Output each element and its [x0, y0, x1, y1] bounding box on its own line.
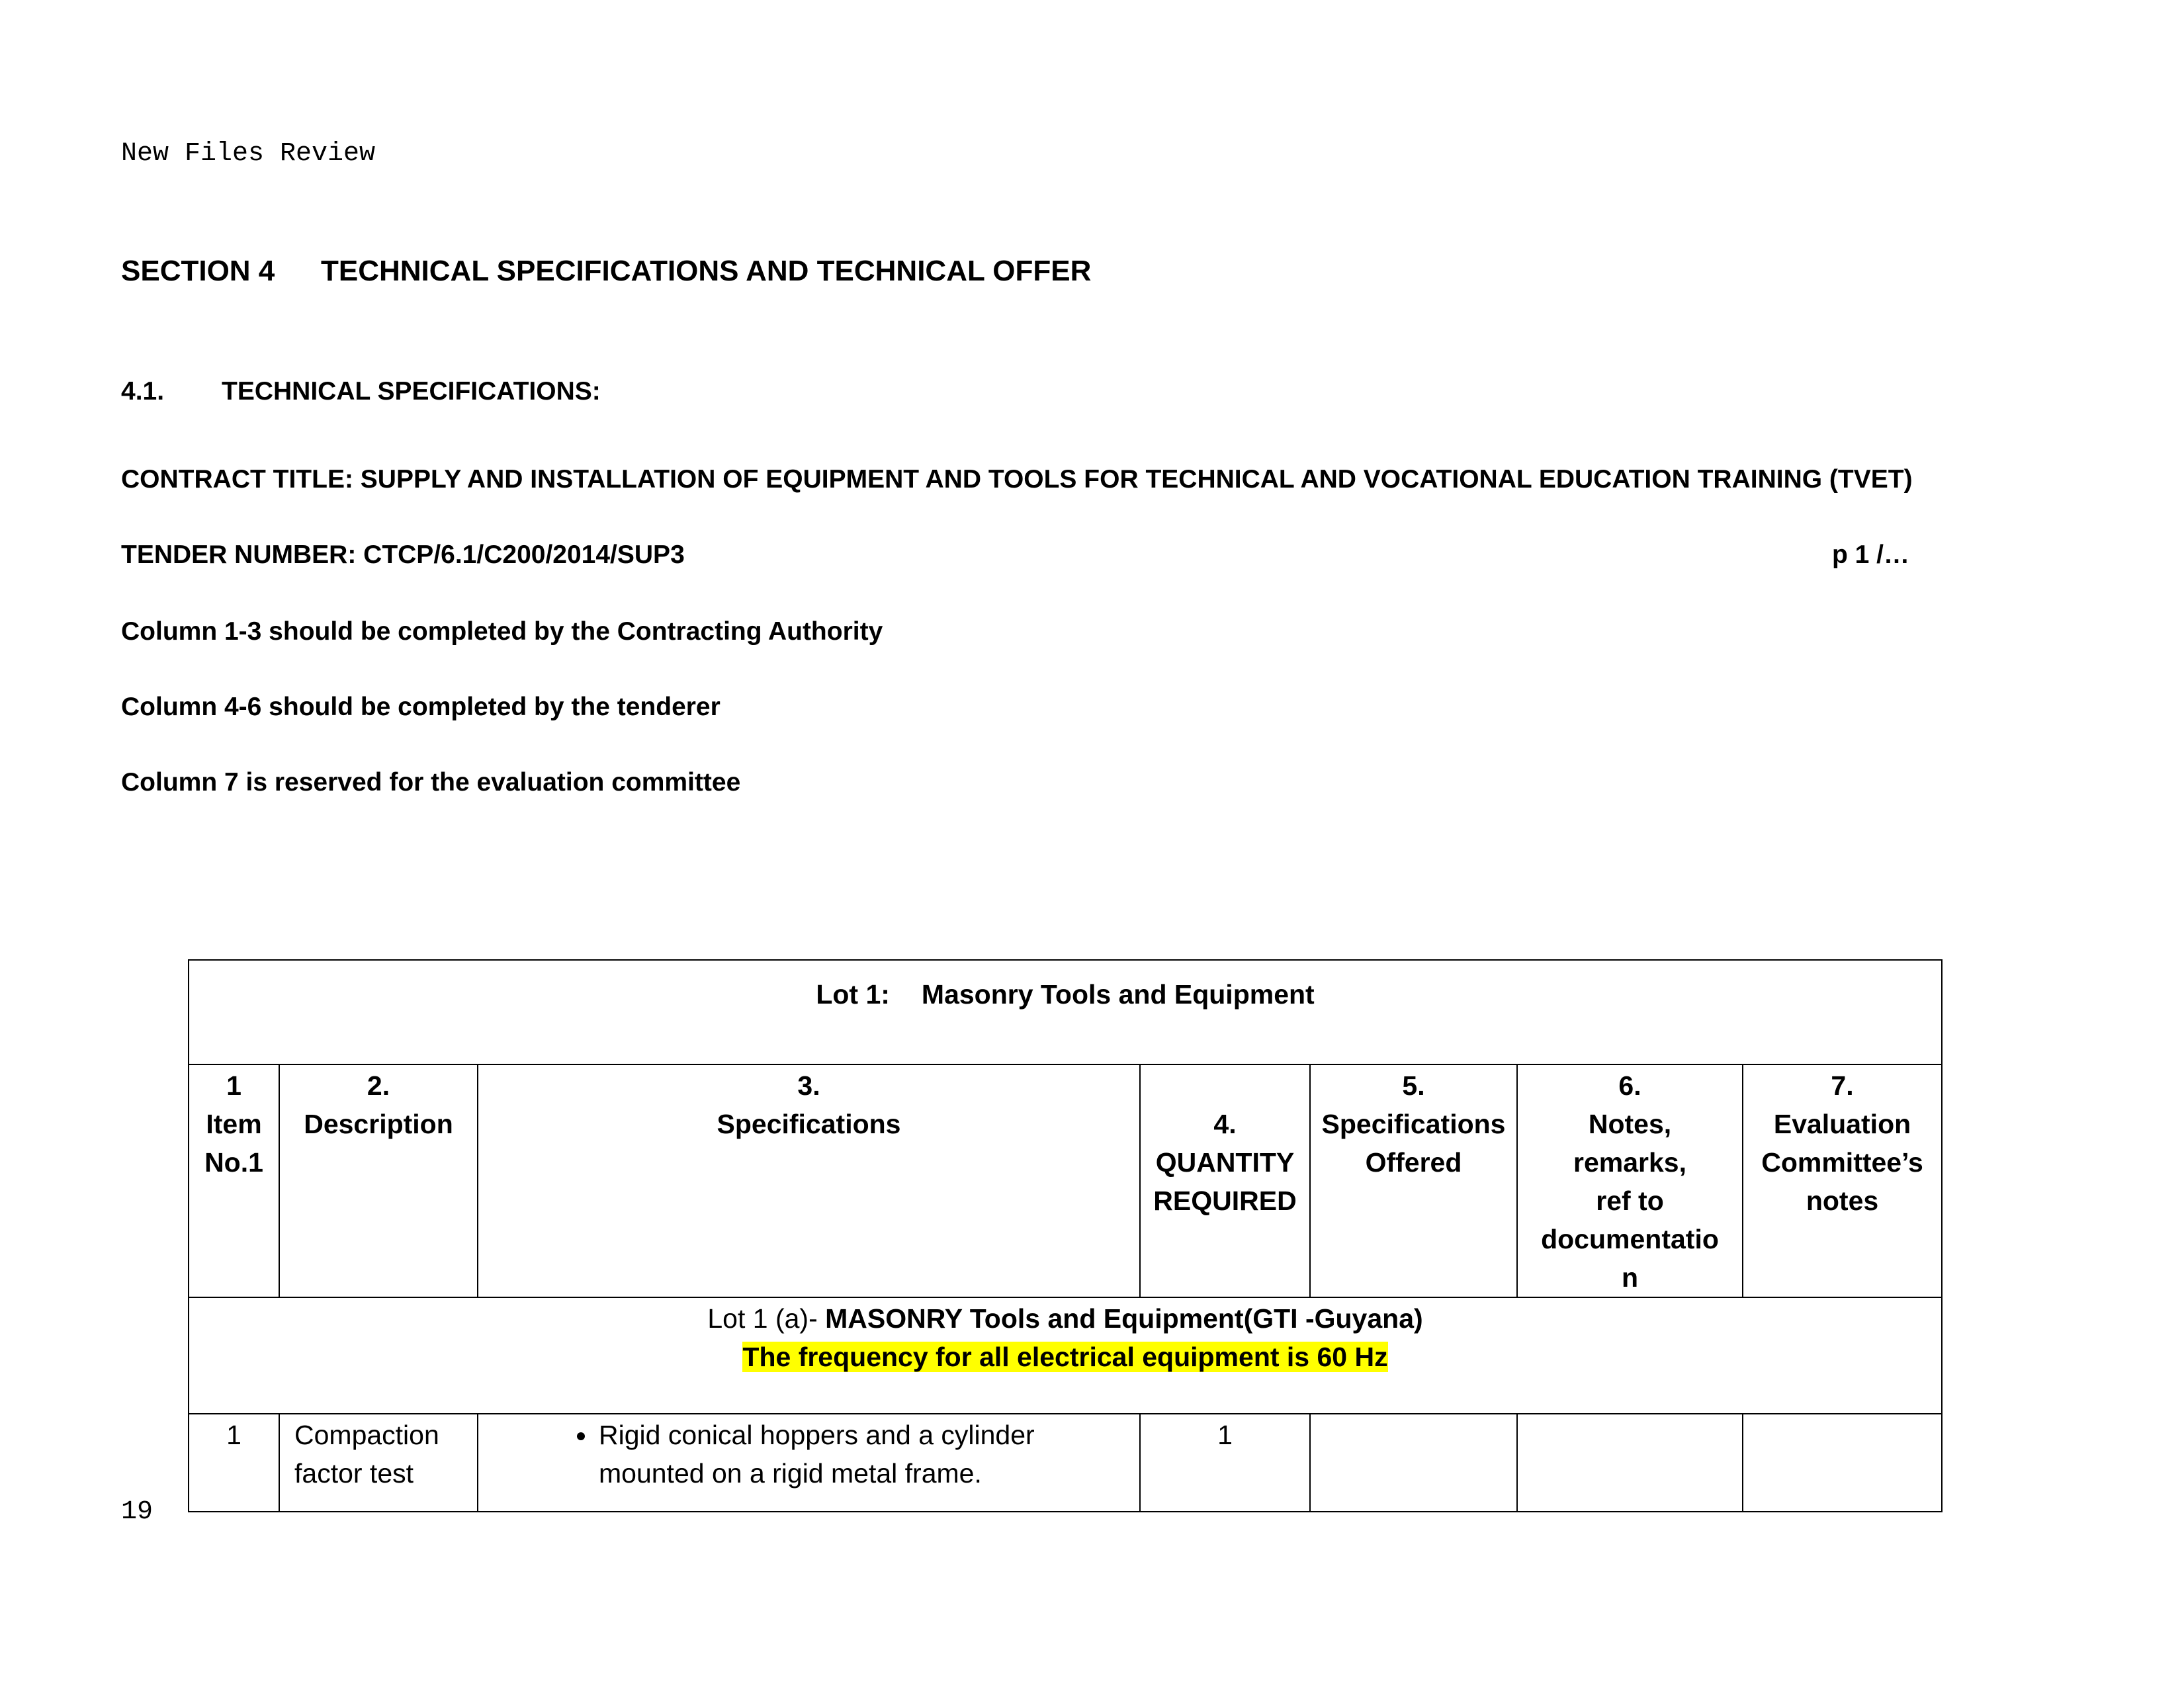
column-label: Notes,: [1588, 1109, 1672, 1139]
column-number: 7.: [1831, 1070, 1854, 1101]
tender-number: TENDER NUMBER: CTCP/6.1/C200/2014/SUP3: [121, 541, 685, 569]
notes-cell[interactable]: [1517, 1414, 1743, 1512]
spec-offered-cell[interactable]: [1310, 1414, 1517, 1512]
column-label: Committee’s: [1761, 1147, 1923, 1178]
column-header-quantity: [1140, 1064, 1310, 1297]
page-number: 19: [121, 1497, 153, 1527]
section-heading: [121, 255, 1091, 288]
column-number: 1: [226, 1070, 241, 1101]
column-label: Evaluation: [1773, 1109, 1911, 1139]
column-header-spec-offered: [1310, 1064, 1517, 1297]
section-title: TECHNICAL SPECIFICATIONS AND TECHNICAL OFFER: [321, 255, 1092, 287]
specifications-cell: [478, 1414, 1140, 1512]
column-number: 2.: [367, 1070, 390, 1101]
committee-notes-cell[interactable]: [1743, 1414, 1942, 1512]
lot-label: Lot 1:: [816, 979, 890, 1010]
column-label: REQUIRED: [1153, 1186, 1297, 1216]
subsection-heading: [121, 377, 601, 406]
spec-bullet: • Rigid conical hoppers and a cylinder mounted on a rigid metal frame.: [597, 1416, 1139, 1492]
sub-lot-cell: [189, 1297, 1942, 1414]
column-note: Column 7 is reserved for the evaluation committee: [121, 768, 741, 797]
subsection-title: TECHNICAL SPECIFICATIONS:: [222, 377, 601, 406]
lot-title-cell: [189, 960, 1942, 1064]
column-header-item-no: [189, 1064, 279, 1297]
column-note: Column 1-3 should be completed by the Contracting Authority: [121, 617, 883, 646]
column-number: 5.: [1402, 1070, 1425, 1101]
contract-title: CONTRACT TITLE: SUPPLY AND INSTALLATION OF EQUIPMENT AND TOOLS FOR TECHNICAL AND VOCATIONAL EDUCATION TRAINING (TVET): [121, 465, 1913, 494]
table-row: [189, 1414, 1942, 1512]
column-label: Specifications: [717, 1109, 901, 1139]
column-number: 6.: [1618, 1070, 1641, 1101]
tender-number-line: [121, 541, 1909, 570]
subsection-number: 4.1.: [121, 377, 165, 406]
column-label: ref to: [1596, 1186, 1664, 1216]
description-cell: Compaction factor test: [279, 1414, 478, 1512]
column-header-committee-notes: [1743, 1064, 1942, 1297]
column-number: 4.: [1213, 1109, 1237, 1139]
column-note: Column 4-6 should be completed by the tenderer: [121, 693, 721, 721]
column-label: No.1: [204, 1147, 263, 1178]
column-label: documentatio: [1541, 1224, 1719, 1254]
page-reference: p 1 /…: [1831, 541, 1909, 569]
column-label: remarks,: [1573, 1147, 1686, 1178]
column-header-notes: [1517, 1064, 1743, 1297]
column-label: QUANTITY: [1155, 1147, 1295, 1178]
lot-title: Masonry Tools and Equipment: [921, 979, 1315, 1010]
column-label: Specifications: [1321, 1109, 1506, 1139]
column-label: Item: [206, 1109, 262, 1139]
column-label: Offered: [1365, 1147, 1462, 1178]
column-header-description: [279, 1064, 478, 1297]
sub-lot-title: MASONRY Tools and Equipment(GTI -Guyana): [825, 1303, 1423, 1334]
specifications-table: [188, 959, 1943, 1512]
column-label: Description: [304, 1109, 453, 1139]
column-header-specifications: [478, 1064, 1140, 1297]
column-label: n: [1621, 1262, 1639, 1293]
quantity-cell: 1: [1140, 1414, 1310, 1512]
sub-lot-prefix: Lot 1 (a)-: [707, 1303, 826, 1334]
frequency-note: The frequency for all electrical equipment is 60 Hz: [742, 1342, 1388, 1372]
section-number: SECTION 4: [121, 255, 275, 287]
column-label: notes: [1806, 1186, 1879, 1216]
review-header: New Files Review: [121, 139, 376, 169]
item-number-cell: 1: [189, 1414, 279, 1512]
column-number: 3.: [797, 1070, 820, 1101]
